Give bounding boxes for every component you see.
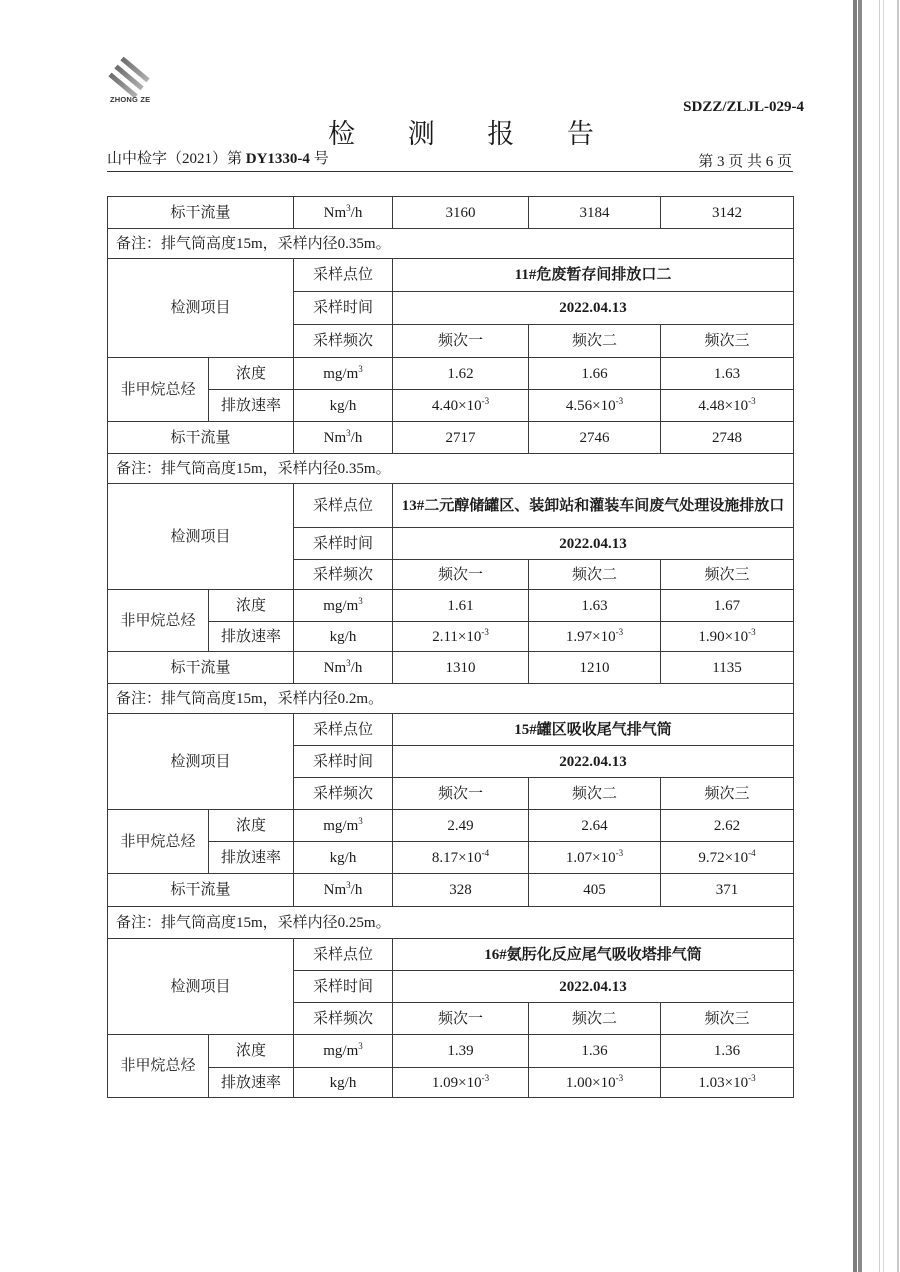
note: 备注：排气筒高度15m，采样内径0.35m。 [108, 229, 794, 259]
flow-unit: Nm$^3$/h [294, 422, 393, 454]
conc-value: 1.39 [393, 1035, 529, 1068]
flow-label: 标干流量 [108, 874, 294, 907]
conc-value: 2.49 [393, 810, 529, 842]
time-label: 采样时间 [294, 292, 393, 325]
conc-value: 1.67 [661, 590, 794, 622]
table-row-conc [108, 358, 794, 390]
scan-border [883, 0, 884, 1272]
time-label: 采样时间 [294, 746, 393, 778]
table-row-conc [108, 1035, 794, 1068]
freq-header: 频次二 [529, 560, 661, 590]
table-row-conc [108, 590, 794, 622]
freq-header: 频次一 [393, 560, 529, 590]
page-number: 第 3 页 共 6 页 [698, 154, 792, 170]
point-label: 采样点位 [294, 484, 393, 528]
conc-value: 2.64 [529, 810, 661, 842]
item-label: 检测项目 [108, 939, 294, 1035]
freq-header: 频次二 [529, 1003, 661, 1035]
logo-stripes-icon [116, 54, 150, 92]
item-label: 检测项目 [108, 484, 294, 590]
conc-value: 1.36 [529, 1035, 661, 1068]
flow-value: 1310 [393, 652, 529, 684]
rate-unit: kg/h [294, 622, 393, 652]
flow-unit: Nm$^3$/h [294, 197, 393, 229]
results-table [107, 196, 794, 1098]
item-label: 检测项目 [108, 259, 294, 358]
item-label: 检测项目 [108, 714, 294, 810]
flow-value: 1135 [661, 652, 794, 684]
flow-unit: Nm$^3$/h [294, 652, 393, 684]
rate-label: 排放速率 [209, 842, 294, 874]
table-row-note [108, 229, 794, 259]
rate-value: $1.07\times 10^{-3}$ [529, 842, 661, 874]
freq-header: 频次二 [529, 325, 661, 358]
freq-header: 频次三 [661, 1003, 794, 1035]
rate-value: $9.72\times 10^{-4}$ [661, 842, 794, 874]
note: 备注：排气筒高度15m，采样内径0.35m。 [108, 454, 794, 484]
table-row-flow [108, 874, 794, 907]
note: 备注：排气筒高度15m，采样内径0.25m。 [108, 907, 794, 939]
freq-label: 采样频次 [294, 1003, 393, 1035]
pollutant-label: 非甲烷总烃 [108, 358, 209, 422]
rate-value: $4.40\times 10^{-3}$ [393, 390, 529, 422]
conc-unit: $mg/m^3$ [294, 810, 393, 842]
sampling-date: 2022.04.13 [393, 292, 794, 325]
rate-label: 排放速率 [209, 1068, 294, 1098]
report-number: 山中检字（2021）第 DY1330-4 号 [107, 151, 329, 167]
sampling-date: 2022.04.13 [393, 746, 794, 778]
table-row-point [108, 939, 794, 971]
table-row-flow [108, 197, 794, 229]
conc-label: 浓度 [209, 1035, 294, 1068]
point-label: 采样点位 [294, 939, 393, 971]
rate-value: $1.97\times 10^{-3}$ [529, 622, 661, 652]
rate-unit: kg/h [294, 390, 393, 422]
conc-unit: $mg/m^3$ [294, 590, 393, 622]
pollutant-label: 非甲烷总烃 [108, 590, 209, 652]
table-row-flow [108, 652, 794, 684]
flow-value: 328 [393, 874, 529, 907]
flow-value: 2748 [661, 422, 794, 454]
table-row-rate [108, 1068, 794, 1098]
rate-value: $1.00\times 10^{-3}$ [529, 1068, 661, 1098]
conc-value: 1.61 [393, 590, 529, 622]
scan-border [879, 0, 880, 1272]
table-row-rate [108, 622, 794, 652]
company-logo [108, 54, 160, 106]
pollutant-label: 非甲烷总烃 [108, 1035, 209, 1098]
logo-text: ZHONG ZE [110, 95, 151, 104]
header-divider [107, 171, 793, 172]
sampling-point: 16#氨肟化反应尾气吸收塔排气筒 [393, 939, 794, 971]
flow-label: 标干流量 [108, 422, 294, 454]
rate-value: $4.48\times 10^{-3}$ [661, 390, 794, 422]
conc-value: 1.63 [661, 358, 794, 390]
conc-label: 浓度 [209, 358, 294, 390]
rate-value: $1.09\times 10^{-3}$ [393, 1068, 529, 1098]
scan-border [858, 0, 862, 1272]
sampling-date: 2022.04.13 [393, 528, 794, 560]
table-row-note [108, 907, 794, 939]
sampling-point: 11#危废暂存间排放口二 [393, 259, 794, 292]
table-row-flow [108, 422, 794, 454]
flow-value: 3160 [393, 197, 529, 229]
note: 备注：排气筒高度15m，采样内径0.2m。 [108, 684, 794, 714]
point-label: 采样点位 [294, 259, 393, 292]
freq-label: 采样频次 [294, 778, 393, 810]
table-row-conc [108, 810, 794, 842]
scan-border [897, 0, 899, 1272]
freq-label: 采样频次 [294, 325, 393, 358]
pollutant-label: 非甲烷总烃 [108, 810, 209, 874]
table-row-note [108, 454, 794, 484]
freq-header: 频次一 [393, 325, 529, 358]
conc-value: 1.66 [529, 358, 661, 390]
freq-header: 频次一 [393, 1003, 529, 1035]
conc-label: 浓度 [209, 590, 294, 622]
freq-header: 频次三 [661, 560, 794, 590]
rate-value: $1.03\times 10^{-3}$ [661, 1068, 794, 1098]
rate-unit: kg/h [294, 842, 393, 874]
sampling-date: 2022.04.13 [393, 971, 794, 1003]
sampling-point: 15#罐区吸收尾气排气筒 [393, 714, 794, 746]
rate-value: $2.11\times 10^{-3}$ [393, 622, 529, 652]
conc-value: 2.62 [661, 810, 794, 842]
table-row-point [108, 484, 794, 528]
freq-header: 频次二 [529, 778, 661, 810]
page-title: 检 测 报 告 [328, 119, 616, 150]
time-label: 采样时间 [294, 971, 393, 1003]
table-row-point [108, 259, 794, 292]
document-code: SDZZ/ZLJL-029-4 [683, 99, 804, 115]
rate-label: 排放速率 [209, 622, 294, 652]
freq-header: 频次一 [393, 778, 529, 810]
freq-header: 频次三 [661, 325, 794, 358]
conc-value: 1.63 [529, 590, 661, 622]
time-label: 采样时间 [294, 528, 393, 560]
flow-value: 1210 [529, 652, 661, 684]
table-row-rate [108, 390, 794, 422]
scan-border [853, 0, 857, 1272]
table-row-rate [108, 842, 794, 874]
point-label: 采样点位 [294, 714, 393, 746]
conc-value: 1.36 [661, 1035, 794, 1068]
flow-label: 标干流量 [108, 652, 294, 684]
rate-unit: kg/h [294, 1068, 393, 1098]
sampling-point: 13#二元醇储罐区、装卸站和灌装车间废气处理设施排放口 [393, 484, 794, 528]
freq-label: 采样频次 [294, 560, 393, 590]
flow-value: 405 [529, 874, 661, 907]
rate-label: 排放速率 [209, 390, 294, 422]
table-row-point [108, 714, 794, 746]
flow-unit: Nm$^3$/h [294, 874, 393, 907]
flow-value: 2746 [529, 422, 661, 454]
rate-value: $4.56\times 10^{-3}$ [529, 390, 661, 422]
flow-value: 3184 [529, 197, 661, 229]
conc-unit: $mg/m^3$ [294, 1035, 393, 1068]
flow-value: 371 [661, 874, 794, 907]
flow-label: 标干流量 [108, 197, 294, 229]
flow-value: 3142 [661, 197, 794, 229]
rate-value: $1.90\times 10^{-3}$ [661, 622, 794, 652]
conc-value: 1.62 [393, 358, 529, 390]
flow-value: 2717 [393, 422, 529, 454]
conc-label: 浓度 [209, 810, 294, 842]
freq-header: 频次三 [661, 778, 794, 810]
conc-unit: $mg/m^3$ [294, 358, 393, 390]
table-row-note [108, 684, 794, 714]
rate-value: $8.17\times 10^{-4}$ [393, 842, 529, 874]
